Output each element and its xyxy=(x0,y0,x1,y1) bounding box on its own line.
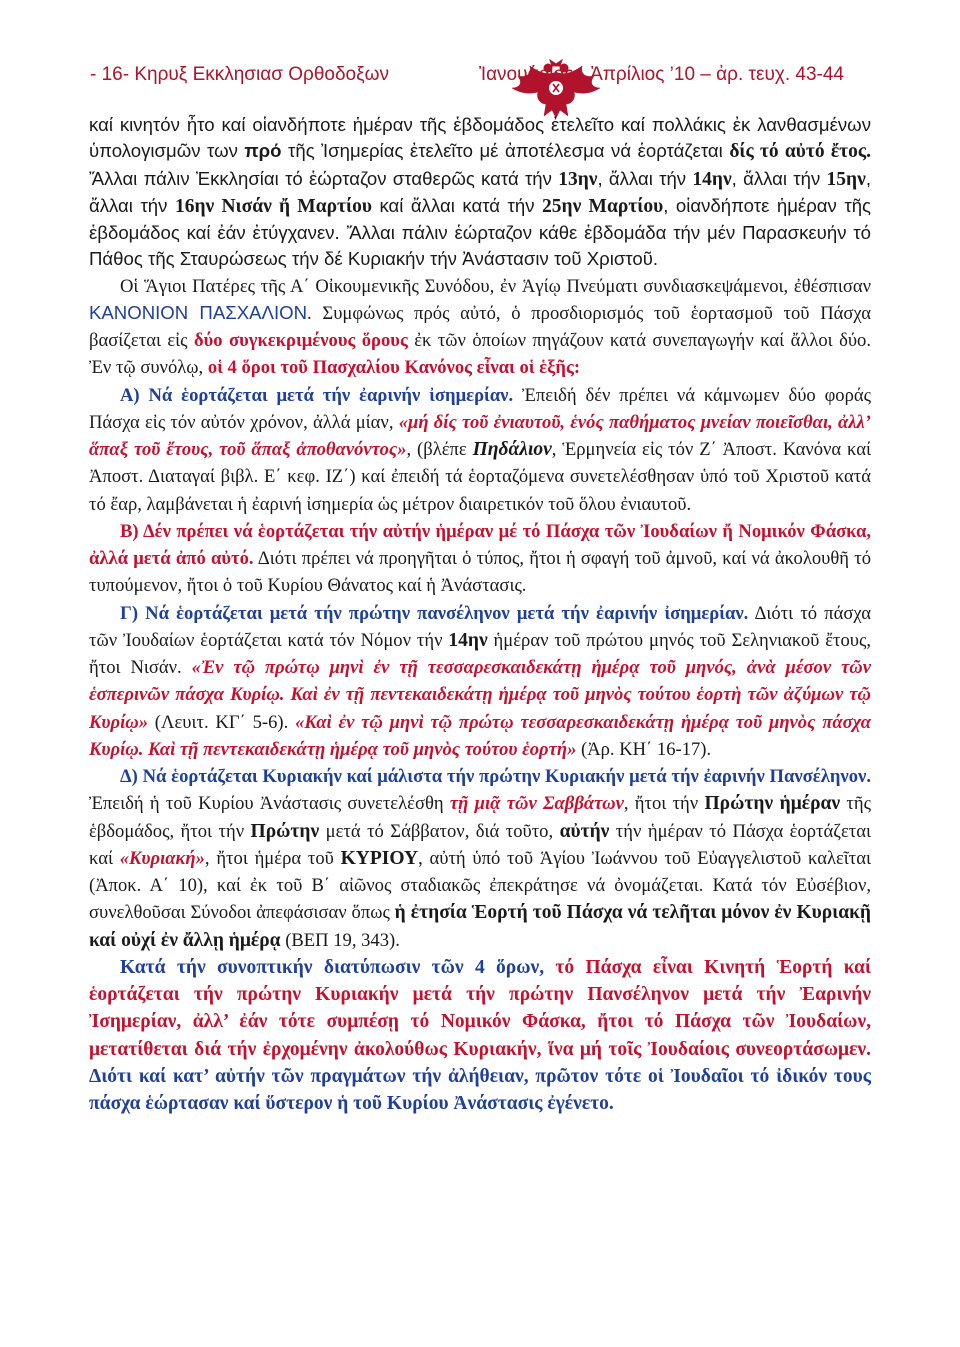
paragraph-rule-b: Β) Δέν πρέπει νά ἑορτάζεται τήν αὐτήν ἡμέραν μέ τό Πάσχα τῶν Ἰουδαίων ἤ Νομικόν Φάσκα, ἀλλά μετά ἀπό αὐτό. Διότι πρέπει νά προηγῆται ὁ τύπος, ἤτοι ἡ σφαγή τοῦ ἀμνοῦ, καί νά ἀκολουθῆ τό τυπούμενον, ἤτοι ὁ τοῦ Κυρίου Θάνατος καί ἡ Ἀνάστασις. xyxy=(89,520,871,597)
page-header xyxy=(90,58,844,90)
rule-b-heading: Β) Δέν πρέπει νά ἑορτάζεται τήν αὐτήν ἡμέραν μέ τό Πάσχα τῶν Ἰουδαίων ἤ Νομικόν Φάσκα, ἀλλά μετά ἀπό αὐτό. xyxy=(89,520,871,569)
paragraph-rule-c: Γ) Νά ἑορτάζεται μετά τήν πρώτην πανσέληνον μετά τήν ἐαρινήν ἰσημερίαν. Διότι τό πάσχα τῶν Ἰουδαίων ἑορτάζεται κατά τόν Νόμον τήν 14ην ἡμέραν τοῦ πρώτου μηνός τοῦ Σεληνιακοῦ ἔτους, ἤτοι Νισάν. «Ἐν τῷ πρώτῳ μηνὶ ἐν τῇ τεσσαρεσκαιδεκάτῃ ἡμέρᾳ τοῦ μηνός, ἀνὰ μέσον τῶν ἑσπερινῶν πάσχα Κυρίῳ. Καὶ ἐν τῇ πεντεκαιδεκάτῃ ἡμέρᾳ τοῦ μηνὸς τούτου ἑορτὴ τῶν ἀζύμων τῷ Κυρίῳ» (Λευιτ. ΚΓ΄ 5-6). «Καὶ ἐν τῷ μηνὶ τῷ πρώτῳ τεσσαρεσκαιδεκάτῃ ἡμέρᾳ τοῦ μηνὸς πάσχα Κυρίῳ. Καὶ τῇ πεντεκαιδεκάτῃ ἡμέρᾳ τοῦ μηνὸς τούτου ἑορτή» (Ἀρ. ΚΗ΄ 16-17). xyxy=(89,602,872,760)
summary-red-text: τό Πάσχα εἶναι Κινητή Ἑορτή καί ἑορτάζεται τήν πρώτην Κυριακήν μετά τήν πρώτην Πανσέληνον μετά τήν Ἐαρινήν Ἰσημερίαν, ἀλλ’ ἐάν τότε συμπέσῃ τό Νομικόν Φάσκα, ἤτοι τό Πάσχα τῶν Ἰουδαίων, μετατίθεται διά τήν ἐρχομένην ἀκολούθως Κυριακήν, ἵνα μή τοῖς Ἰουδαίοις συνεορτάσωμεν. xyxy=(89,956,871,1060)
paragraph-summary: Κατά τήν συνοπτικήν διατύπωσιν τῶν 4 ὅρων, τό Πάσχα εἶναι Κινητή Ἑορτή καί ἑορτάζεται τήν πρώτην Κυριακήν μετά τήν πρώτην Πανσέληνον μετά τήν Ἐαρινήν Ἰσημερίαν, ἀλλ’ ἐάν τότε συμπέσῃ τό Νομικόν Φάσκα, ἤτοι τό Πάσχα τῶν Ἰουδαίων, μετατίθεται διά τήν ἐρχομένην ἀκολούθως Κυριακήν, ἵνα μή τοῖς Ἰουδαίοις συνεορτάσωμεν. Διότι καί κατ’ αὐτήν τῶν πραγμάτων τήν ἀλήθειαν, πρῶτον τότε οἱ Ἰουδαῖοι τό ἰδικόν τους πάσχα ἑώρτασαν καί ὕστερον ἡ τοῦ Κυρίου Ἀνάστασις ἐγένετο. xyxy=(89,956,871,1114)
canon-title: ΚΑΝΟΝΙΟΝ ΠΑΣΧΑΛΙΟΝ xyxy=(89,301,308,323)
paragraph-rule-d: Δ) Νά ἑορτάζεται Κυριακήν καί μάλιστα τήν πρώτην Κυριακήν μετά τήν ἐαρινήν Πανσέληνον. Ἐπειδή ἡ τοῦ Κυρίου Ἀνάστασις συνετελέσθη τῇ μιᾷ τῶν Σαββάτων, ἤτοι τήν Πρώτην ἡμέραν τῆς ἑβδομάδος, ἤτοι τήν Πρώτην μετά τό Σάββατον, διά τοῦτο, αὐτήν τήν ἡμέραν τό Πάσχα ἑορτάζεται καί «Κυριακή», ἤτοι ἡμέρα τοῦ ΚΥΡΙΟΥ, αὐτή ὑπό τοῦ Ἁγίου Ἰωάννου τοῦ Εὐαγγελιστοῦ καλεῖται (Ἀποκ. Α΄ 10), καί ἐκ τοῦ Β΄ αἰῶνος σταδιακῶς ἐπεκράτησε νά ὀνομάζεται. Κατά τόν Εὐσέβιον, συνελθοῦσαι Σύνοδοι ἀπεφάσισαν ὅπως ἡ ἐτησία Ἑορτή τοῦ Πάσχα νά τελῆται μόνον ἐν Κυριακῇ καί οὐχί ἐν ἄλλῃ ἡμέρᾳ (ΒΕΠ 19, 343). xyxy=(89,766,872,951)
paragraph-rule-a: Α) Νά ἑορτάζεται μετά τήν ἐαρινήν ἰσημερίαν. Ἐπειδή δέν πρέπει νά κάμνωμεν δύο φοράς Πάσχα εἰς τόν αὐτόν χρόνον, ἀλλά μίαν, «μή δίς τοῦ ἐνιαυτοῦ, ἑνός παθήματος μνείαν ποιεῖσθαι, ἀλλ’ ἅπαξ τοῦ ἔτους, τοῦ ἅπαξ ἀποθανόντος», (βλέπε Πηδάλιον, Ἑρμηνεία εἰς τόν Ζ΄ Ἀποστ. Κανόνα καί Ἀποστ. Διαταγαί βιβλ. Ε΄ κεφ. ΙΖ΄) καί ἐπειδή τά ἑορταζόμενα συνετελέσθησαν ὑπό τοῦ Χριστοῦ κατά τό ἔαρ, λαμβάνεται ἡ ἐαρινή ἰσημερία ὡς μέτρον διαιρετικόν τοῦ ὅλου ἐνιαυτοῦ. xyxy=(89,384,872,515)
article-body xyxy=(89,112,871,1117)
rule-a-heading: Α) Νά ἑορτάζεται μετά τήν ἐαρινήν ἰσημερίαν. xyxy=(120,384,514,406)
paragraph-fathers: Οἱ Ἅγιοι Πατέρες τῆς Α΄ Οἰκουμενικῆς Συνόδου, ἐν Ἁγίῳ Πνεύματι συνδιασκεψάμενοι, ἐθέσπισαν ΚΑΝΟΝΙΟΝ ΠΑΣΧΑΛΙΟΝ. Συμφώνως πρός αὐτό, ὁ προσδιορισμός τοῦ ἑορτασμοῦ τοῦ Πάσχα βασίζεται εἰς δύο συγκεκριμένους ὅρους ἐκ τῶν ὁποίων πηγάζουν κατά συνεπαγωγήν καί ἄλλοι δύο. Ἐν τῷ συνόλῳ, οἱ 4 ὅροι τοῦ Πασχαλίου Κανόνος εἶναι οἱ ἑξῆς: xyxy=(89,275,871,379)
paragraph-intro: καί κινητόν ἦτο καί οἱανδήποτε ἡμέραν τῆς ἑβδομάδος ἐτελεῖτο καί πολλάκις ἐκ λανθασμένων ὑπολογισμῶν των πρό τῆς Ἰσημερίας ἐτελεῖτο μέ ἀποτέλεσμα νά ἑορτάζεται δίς τό αὐτό ἔτος. Ἄλλαι πάλιν Ἐκκλησίαι τό ἑώρταζον σταθερῶς κατά τήν 13ην, ἄλλαι τήν 14ην, ἄλλαι τήν 15ην, ἄλλαι τήν 16ην Νισάν ἤ Μαρτίου καί ἄλλαι κατά τήν 25ην Μαρτίου, οἱανδήποτε ἡμέραν τῆς ἑβδομάδος καί ἐάν ἐτύγχανεν. Ἄλλαι πάλιν ἑώρταζον κάθε ἑβδομάδα τήν μέν Παρασκευήν τό Πάθος τῆς Σταυρώσεως τήν δέ Κυριακήν τήν Ἀνάστασιν τοῦ Χριστοῦ. xyxy=(89,114,872,270)
header-issue-info: Ἰανουάριος - Ἀπρίλιος ’10 – ἀρ. τευχ. 43-44 xyxy=(478,64,844,85)
rule-d-heading: Δ) Νά ἑορτάζεται Κυριακήν καί μάλιστα τήν πρώτην Κυριακήν μετά τήν ἐαρινήν Πανσέληνον. xyxy=(120,766,871,787)
rule-c-heading: Γ) Νά ἑορτάζεται μετά τήν πρώτην πανσέληνον μετά τήν ἐαρινήν ἰσημερίαν. xyxy=(120,602,749,624)
header-page-info: - 16- Κηρυξ Εκκλησιασ Ορθοδοξων xyxy=(90,64,389,85)
